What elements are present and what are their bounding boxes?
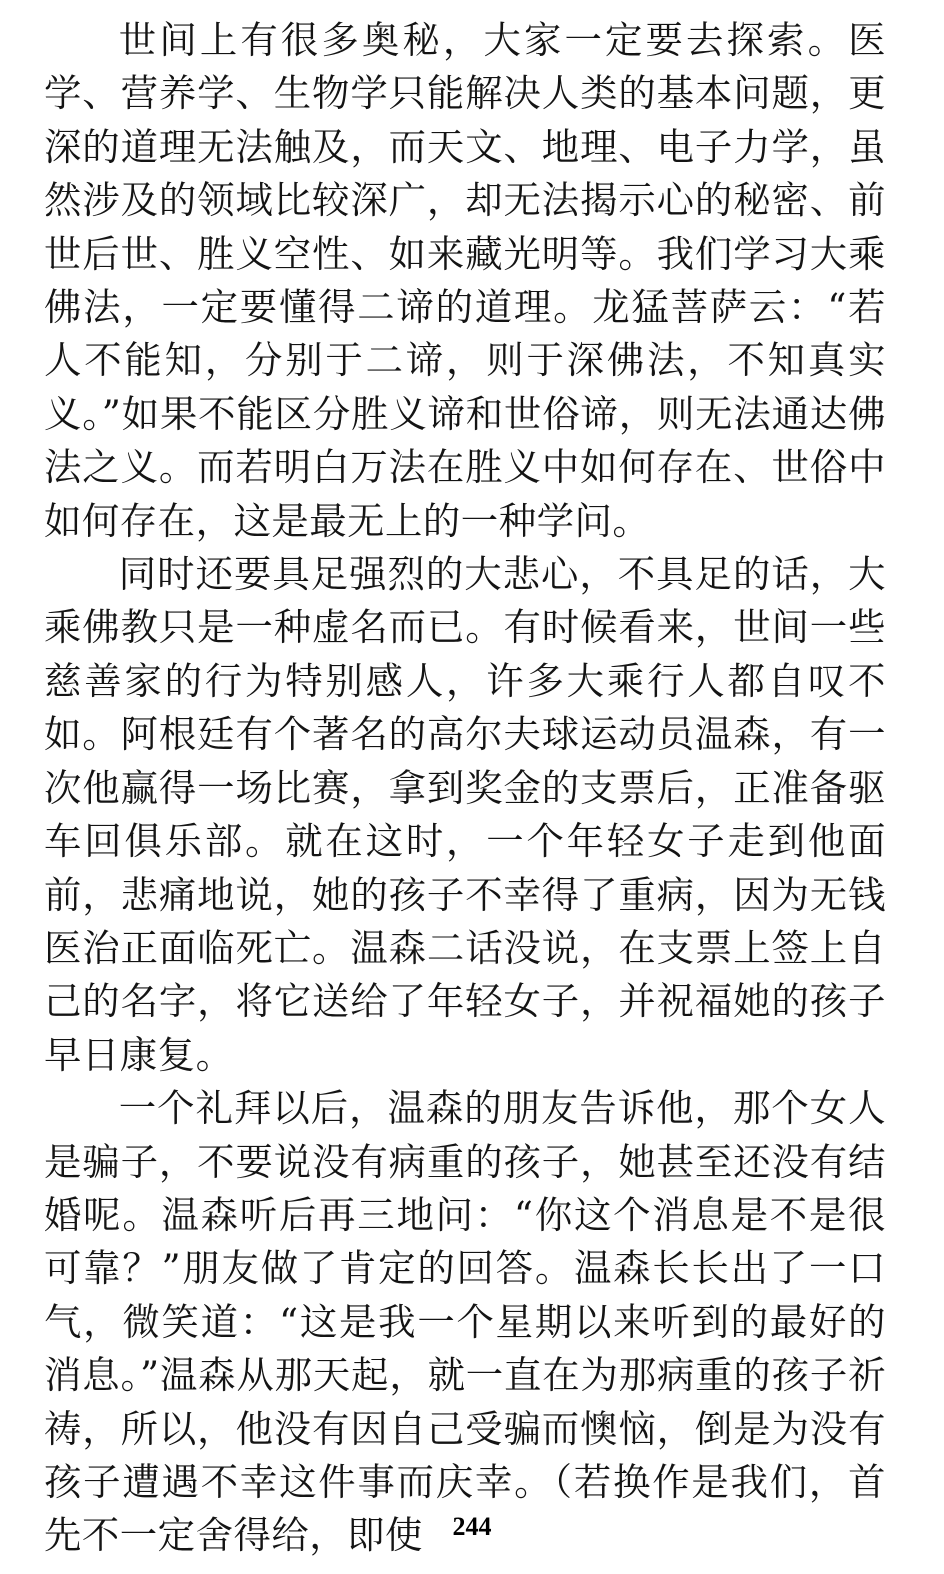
document-body xyxy=(44,14,886,1563)
paragraph-1: 世间上有很多奥秘，大家一定要去探索。医学、营养学、生物学只能解决人类的基本问题，更深的道理无法触及，而天文、地理、电子力学，虽然涉及的领域比较深广，却无法揭示心的秘密、前世后世、胜义空性、如来藏光明等。我们学习大乘佛法，一定要懂得二谛的道理。龙猛菩萨云：“若人不能知，分别于二谛，则于深佛法，不知真实义。”如果不能区分胜义谛和世俗谛，则无法通达佛法之义。而若明白万法在胜义中如何存在、世俗中如何存在，这是最无上的一种学问。 xyxy=(44,18,886,543)
paragraph-3: 一个礼拜以后，温森的朋友告诉他，那个女人是骗子，不要说没有病重的孩子，她甚至还没有结婚呢。温森听后再三地问：“你这个消息是不是很可靠？”朋友做了肯定的回答。温森长长出了一口气，微笑道：“这是我一个星期以来听到的最好的消息。”温森从那天起，就一直在为那病重的孩子祈祷，所以，他没有因自己受骗而懊恼，倒是为没有孩子遭遇不幸这件事而庆幸。（若换作是我们，首先不一定舍得给，即使 xyxy=(44,1086,886,1558)
page-number: 244 xyxy=(452,1512,492,1541)
paragraph-2: 同时还要具足强烈的大悲心，不具足的话，大乘佛教只是一种虚名而已。有时候看来，世间一些慈善家的行为特别感人，许多大乘行人都自叹不如。阿根廷有个著名的高尔夫球运动员温森，有一次他赢得一场比赛，拿到奖金的支票后，正准备驱车回俱乐部。就在这时，一个年轻女子走到他面前，悲痛地说，她的孩子不幸得了重病，因为无钱医治正面临死亡。温森二话没说，在支票上签上自己的名字，将它送给了年轻女子，并祝福她的孩子早日康复。 xyxy=(44,552,886,1077)
